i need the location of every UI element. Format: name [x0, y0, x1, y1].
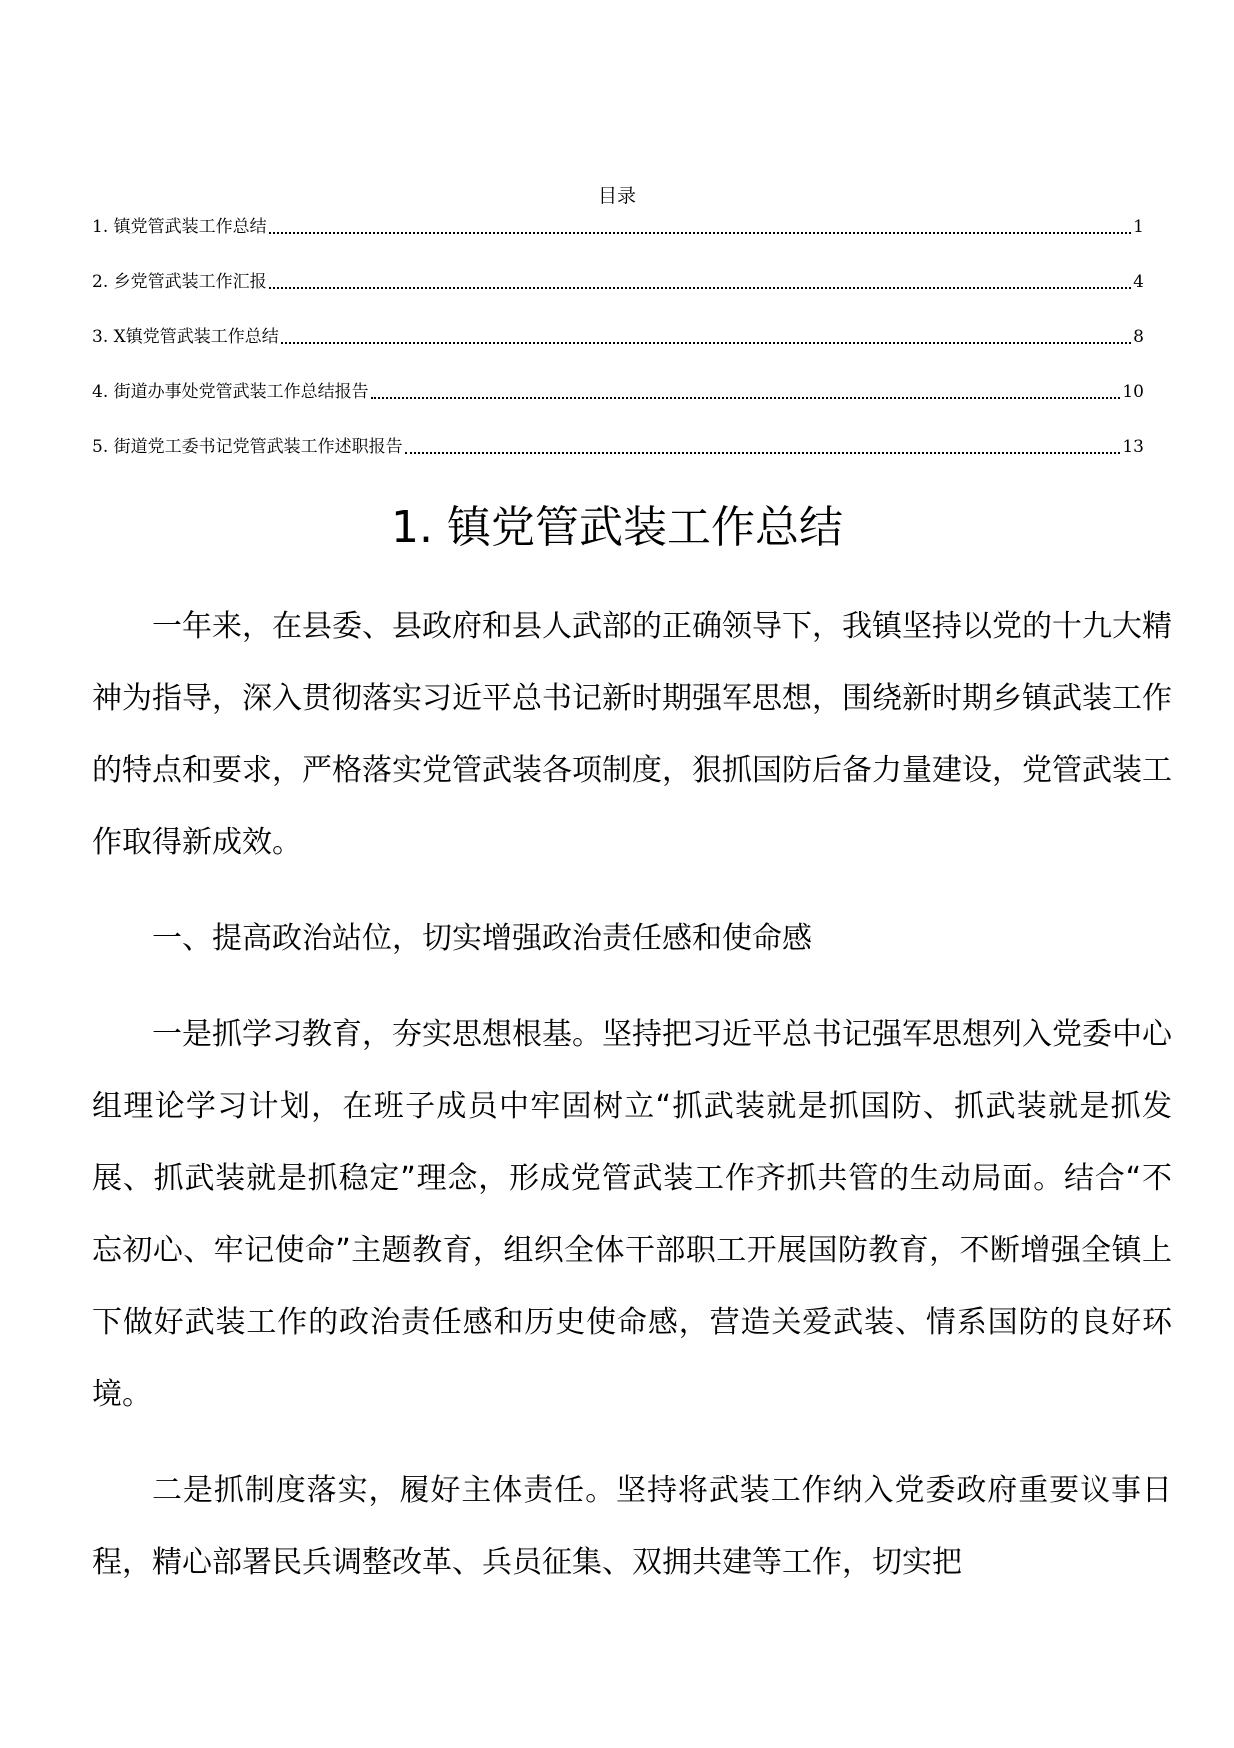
body-paragraph-1: 一是抓学习教育，夯实思想根基。坚持把习近平总书记强军思想列入党委中心组理论学习计划，在班子成员中牢固树立“抓武装就是抓国防、抓武装就是抓发展、抓武装就是抓稳定”理念，形成党管武装工作齐抓共管的生动局面。结合“不忘初心、牢记使命”主题教育，组织全体干部职工开展国防教育，不断增强全镇上下做好武装工作的政治责任感和历史使命感，营造关爱武装、情系国防的良好环境。	[92, 1017, 1172, 1412]
toc-entry-4[interactable]	[92, 377, 1144, 432]
document-body	[92, 591, 1172, 1623]
toc-entry-text: 街道党工委书记党管武装工作述职报告	[113, 437, 403, 457]
toc-entry-1[interactable]	[92, 212, 1144, 267]
toc-dot-leader	[281, 322, 1131, 344]
body-paragraph-2: 二是抓制度落实，履好主体责任。坚持将武装工作纳入党委政府重要议事日程，精心部署民兵调整改革、兵员征集、双拥共建等工作，切实把	[92, 1473, 1172, 1580]
toc-entry-page: 4	[1133, 272, 1144, 292]
toc-dot-leader	[405, 432, 1121, 454]
document-title: 1. 镇党管武装工作总结	[391, 502, 843, 553]
toc-entry-text: X镇党管武装工作总结	[113, 327, 279, 347]
toc-entry-page: 10	[1122, 382, 1144, 402]
toc-entry-text: 乡党管武装工作汇报	[113, 272, 267, 292]
toc-dot-leader	[269, 212, 1132, 234]
toc-entry-page: 8	[1133, 327, 1144, 347]
toc-entry-page: 13	[1122, 437, 1144, 457]
toc-title: 目录	[597, 185, 636, 207]
toc-entry-5[interactable]	[92, 432, 1144, 487]
toc-entry-2[interactable]	[92, 267, 1144, 322]
toc-entry-3[interactable]	[92, 322, 1144, 377]
toc-entry-number: 5.	[92, 437, 114, 457]
toc-dot-leader	[269, 267, 1132, 289]
toc-dot-leader	[371, 377, 1121, 399]
toc-entry-text: 镇党管武装工作总结	[113, 217, 267, 237]
toc-entry-number: 1.	[92, 217, 114, 237]
toc-entry-page: 1	[1133, 217, 1144, 237]
intro-paragraph: 一年来，在县委、县政府和县人武部的正确领导下，我镇坚持以党的十九大精神为指导，深入贯彻落实习近平总书记新时期强军思想，围绕新时期乡镇武装工作的特点和要求，严格落实党管武装各项制度，狠抓国防后备力量建设，党管武装工作取得新成效。	[92, 609, 1172, 860]
toc-entry-number: 3.	[92, 327, 114, 347]
toc-entry-number: 2.	[92, 272, 114, 292]
toc-entry-text: 街道办事处党管武装工作总结报告	[113, 382, 369, 402]
toc-entry-number: 4.	[92, 382, 114, 402]
table-of-contents	[92, 212, 1144, 487]
section-heading: 一、提高政治站位，切实增强政治责任感和使命感	[152, 921, 812, 956]
